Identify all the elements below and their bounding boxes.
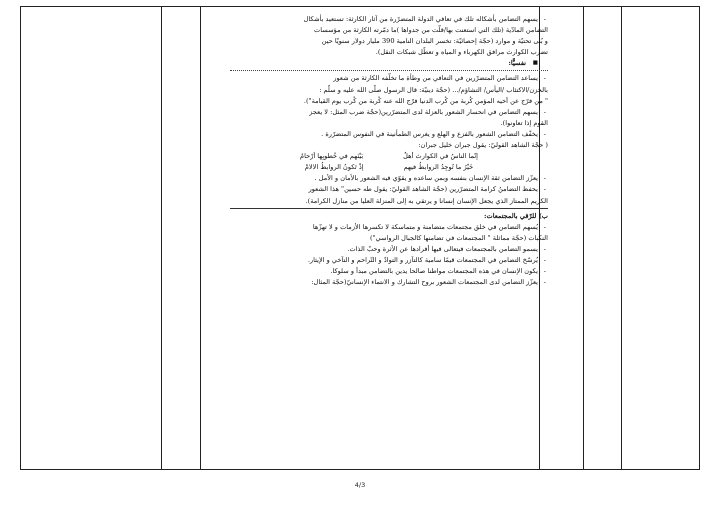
section-heading-societies: ب) للرّقي بالمجتمعات: xyxy=(484,211,548,220)
text-line: - يحفظ التضامنُ كرامة المتضرّرين (حجّة الشاهد القوليّ: يقول طه حسين" هذا الشعور xyxy=(230,184,548,195)
text-line: تضرب الكوارث مرافق الكهرباء و المياه و تعطّل شبكات النقل). xyxy=(375,48,548,57)
row-divider xyxy=(230,70,548,71)
content-column xyxy=(230,14,548,288)
table-grid xyxy=(20,6,700,470)
text-line: - يعزّز التضامن لدى المجتمعات الشعور بروح التشارك و الانتماء الإنسانيّ(حجّة المثال: xyxy=(230,277,548,288)
text-line: " من فرّج عن أخيه المؤمن كُربة من كُرب الدنيا فرّج الله عنه كُربة من كُرب يوم القيامة"). xyxy=(303,96,548,105)
text-line: - يسمو التضامن بالمجتمعات فيتعالى فيها أفرادها عن الأثرة وحبّ الذات. xyxy=(230,244,548,255)
table-column-divider xyxy=(161,6,162,470)
table-column-divider xyxy=(583,6,584,470)
text-line: - يسهم التضامن بأشكاله تلك في تعافي الدولة المتضرّرة من آثار الكارثة: تستعيد بأشكال xyxy=(230,14,548,25)
table-border-top xyxy=(20,6,700,7)
text-line: - يساعد التضامن المتضرّرين في التعافي من وطأة ما تخلّفه الكارثة من شعور xyxy=(230,73,548,84)
section-divider xyxy=(230,208,548,209)
text-line: - يُسهم التضامن في خلق مجتمعات متضامنة و متماسكة لا تكسرها الأزمات و لا تهزّها xyxy=(230,222,548,233)
text-line: - يسهم التضامن في انحسار الشعور بالعزلة لدى المتضرّرين(حجّة ضرب المثل: لا يعجز xyxy=(230,107,548,118)
table-border-bottom xyxy=(20,469,700,470)
poem-verse-2 xyxy=(230,162,548,173)
text-line: - يُرسّخ التضامن في المجتمعات قيمًا سامية كالتآزر و التوادّ و التّراحم و التآخي و الإيثار. xyxy=(230,255,548,266)
table-border-right xyxy=(699,6,700,470)
text-line: - يخفّف التضامن الشعور بالفزع و الهلع و يغرس الطمأنينة في النفوس المتضرّرة . xyxy=(230,129,548,140)
text-line: - يكون الإنسان في هذه المجتمعات مواطنا صالحا يدين بالتضامن مبدأ و سلوكا. xyxy=(230,266,548,277)
poem-hemistich: إذْ تَكونُ الروابطُ الالامْ xyxy=(304,163,364,172)
text-line: - يعزّز التضامن ثقة الإنسان بنفسه وبمن ساعده و يقوّي فيه الشعور بالأمان و الأمل . xyxy=(230,173,548,184)
poem-hemistich: إنّما الناسُ في الكوارث أهلٌ xyxy=(403,152,478,161)
text-line: ( حجّة الشاهد القوليّ: يقول جبران خليل جبران: xyxy=(418,141,548,150)
table-border-left xyxy=(20,6,21,470)
text-line: القوم إذا تعاونوا). xyxy=(500,118,548,127)
table-column-divider xyxy=(621,6,622,470)
text-line: و بُنى تحتيّة و موارد (حجّة إحصائيّة: تخسر البلدان النامية 390 مليار دولار سنويّا حين xyxy=(321,37,548,46)
subheading-psychological: ■ نفسيًّا: xyxy=(230,58,548,69)
poem-verse-1 xyxy=(230,151,548,162)
text-line: التضامن المادّية (تلك التي استعنت بها/قلّت من جدواها )ما دمّرته الكارثة من مؤسسات xyxy=(314,26,548,35)
poem-hemistich: بَيْنَهم في خُطوبِها أرْحامُ xyxy=(300,152,364,161)
text-line: بالحزن/الاكتئاب /اليأس/ التشاؤم/... (حجّة دينيّة: قال الرسول صلّى الله عليه و سلّم : xyxy=(319,85,548,94)
poem-hemistich: خَيْرُ ما تُوجِدُ الروابطُ فيهم xyxy=(403,163,474,172)
text-line: النكبات (حجّة مماثلة " المجتمعات في تضامنها كالجبال الرواسي") xyxy=(369,233,548,242)
table-column-divider xyxy=(200,6,201,470)
page-number: 4/3 xyxy=(354,481,366,489)
text-line: الكريم الممتاز الذي يجعل الإنسان إنسانا و يرتقي به إلى المنزلة العليا من منازل الكرامة). xyxy=(305,196,548,205)
